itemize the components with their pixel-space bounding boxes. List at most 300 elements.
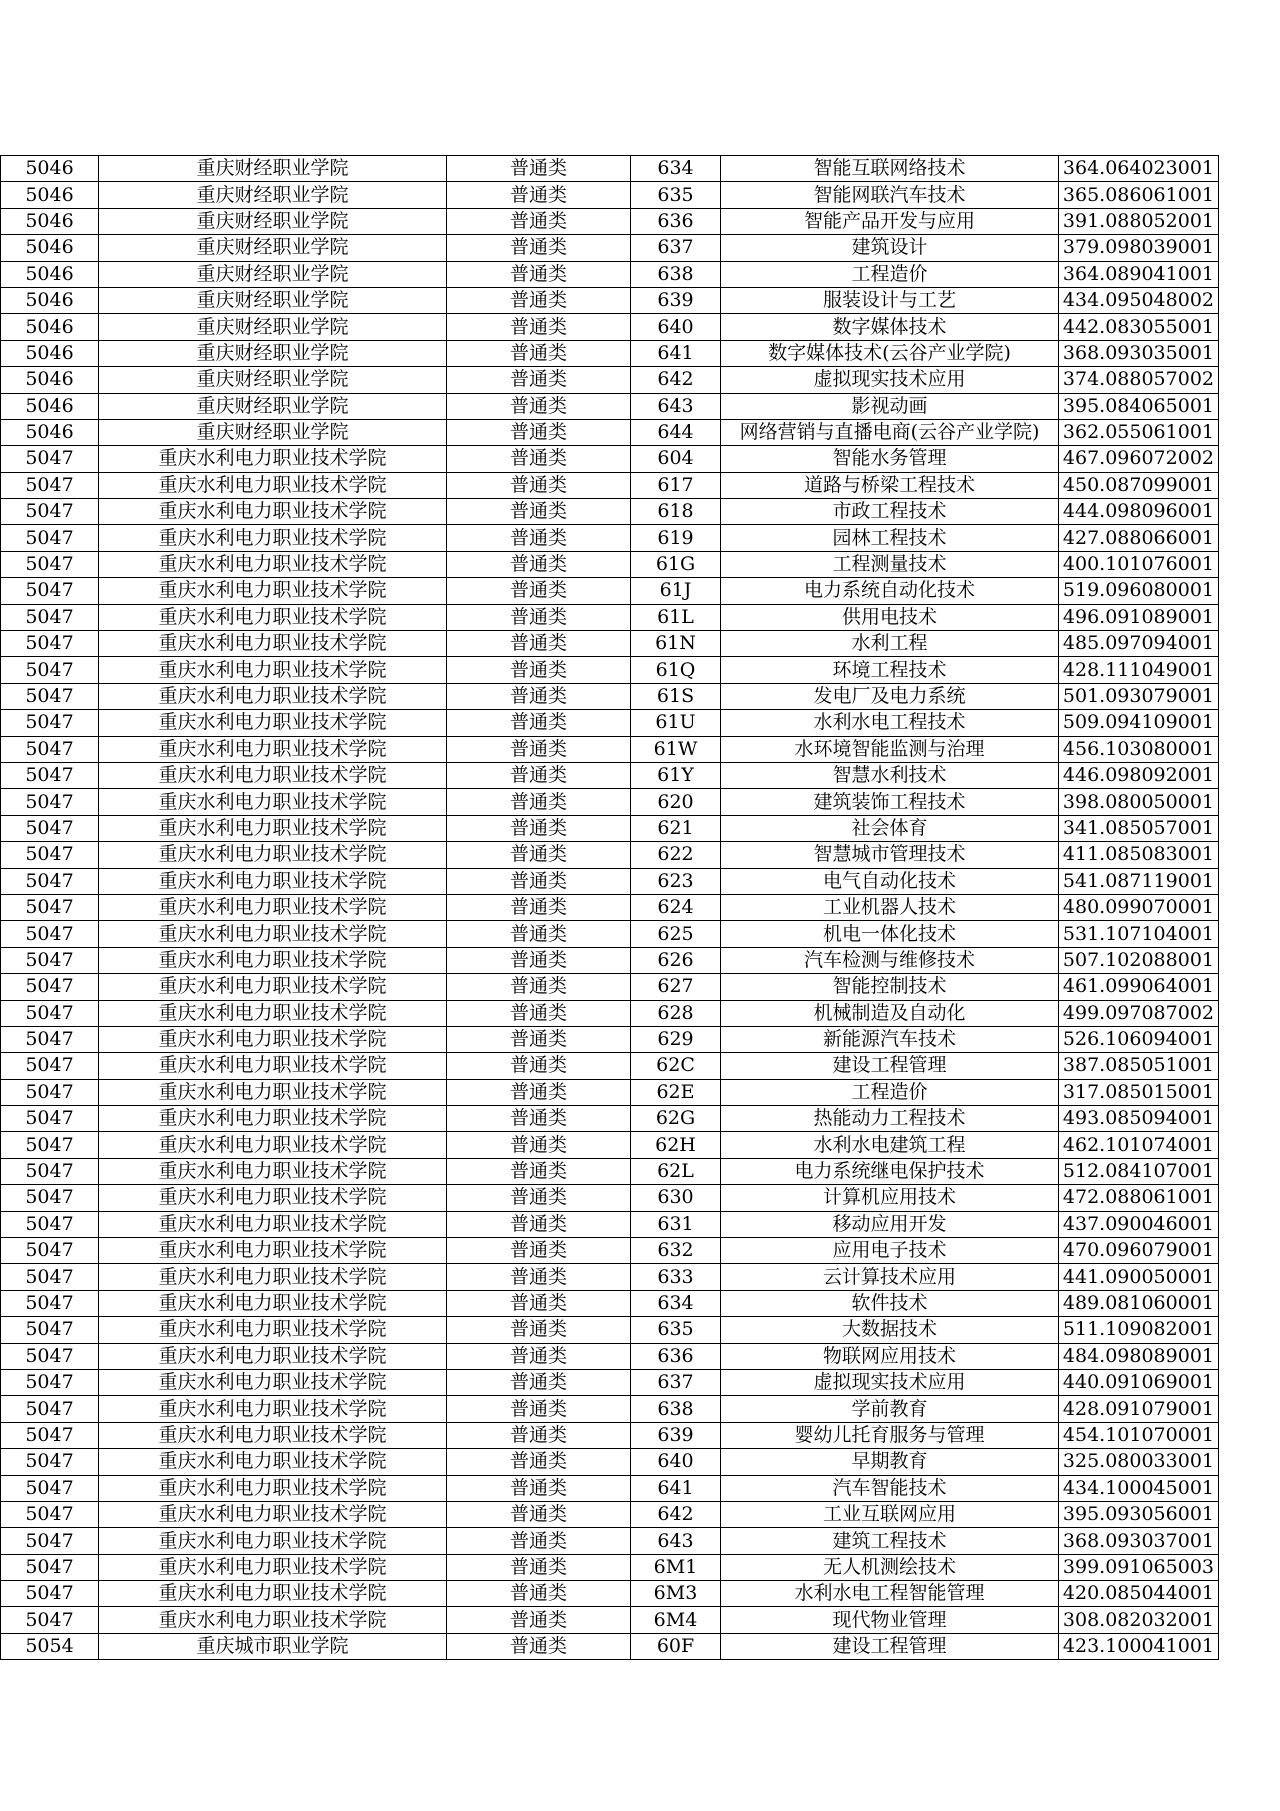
- score-cell: 427.088066001: [1059, 525, 1219, 551]
- score-cell: 444.098096001: [1059, 499, 1219, 525]
- table-row: [1, 1369, 1219, 1395]
- school-code-cell: 5047: [1, 1185, 99, 1211]
- school-name-cell: 重庆水利电力职业技术学院: [99, 1369, 447, 1395]
- school-code-cell: 5047: [1, 1290, 99, 1316]
- table-row: [1, 868, 1219, 894]
- major-code-cell: 641: [631, 1475, 721, 1501]
- table-row: [1, 1264, 1219, 1290]
- school-name-cell: 重庆财经职业学院: [99, 182, 447, 208]
- major-code-cell: 62H: [631, 1132, 721, 1158]
- major-name-cell: 云计算技术应用: [721, 1264, 1059, 1290]
- major-code-cell: 61L: [631, 604, 721, 630]
- score-cell: 485.097094001: [1059, 631, 1219, 657]
- score-cell: 325.080033001: [1059, 1449, 1219, 1475]
- score-cell: 420.085044001: [1059, 1581, 1219, 1607]
- school-name-cell: 重庆水利电力职业技术学院: [99, 525, 447, 551]
- major-name-cell: 水利水电建筑工程: [721, 1132, 1059, 1158]
- table-row: [1, 1501, 1219, 1527]
- table-row: [1, 578, 1219, 604]
- table-row: [1, 657, 1219, 683]
- category-cell: 普通类: [447, 1264, 631, 1290]
- category-cell: 普通类: [447, 472, 631, 498]
- score-cell: 341.085057001: [1059, 815, 1219, 841]
- category-cell: 普通类: [447, 1106, 631, 1132]
- school-name-cell: 重庆水利电力职业技术学院: [99, 1211, 447, 1237]
- table-row: [1, 367, 1219, 393]
- school-code-cell: 5054: [1, 1633, 99, 1659]
- score-cell: 511.109082001: [1059, 1317, 1219, 1343]
- category-cell: 普通类: [447, 1581, 631, 1607]
- category-cell: 普通类: [447, 578, 631, 604]
- category-cell: 普通类: [447, 1053, 631, 1079]
- category-cell: 普通类: [447, 314, 631, 340]
- major-code-cell: 630: [631, 1185, 721, 1211]
- table-body: [1, 156, 1219, 1660]
- school-code-cell: 5047: [1, 868, 99, 894]
- category-cell: 普通类: [447, 182, 631, 208]
- school-name-cell: 重庆水利电力职业技术学院: [99, 1238, 447, 1264]
- score-cell: 462.101074001: [1059, 1132, 1219, 1158]
- table-row: [1, 156, 1219, 182]
- score-cell: 480.099070001: [1059, 894, 1219, 920]
- category-cell: 普通类: [447, 1317, 631, 1343]
- major-code-cell: 6M1: [631, 1554, 721, 1580]
- category-cell: 普通类: [447, 789, 631, 815]
- score-cell: 428.091079001: [1059, 1396, 1219, 1422]
- school-name-cell: 重庆水利电力职业技术学院: [99, 974, 447, 1000]
- score-cell: 308.082032001: [1059, 1607, 1219, 1633]
- score-cell: 519.096080001: [1059, 578, 1219, 604]
- major-name-cell: 软件技术: [721, 1290, 1059, 1316]
- table-row: [1, 842, 1219, 868]
- school-code-cell: 5047: [1, 1079, 99, 1105]
- table-row: [1, 446, 1219, 472]
- table-row: [1, 419, 1219, 445]
- major-name-cell: 水利水电工程智能管理: [721, 1581, 1059, 1607]
- major-name-cell: 数字媒体技术: [721, 314, 1059, 340]
- school-name-cell: 重庆财经职业学院: [99, 367, 447, 393]
- category-cell: 普通类: [447, 947, 631, 973]
- school-name-cell: 重庆水利电力职业技术学院: [99, 446, 447, 472]
- school-code-cell: 5047: [1, 710, 99, 736]
- school-name-cell: 重庆水利电力职业技术学院: [99, 1343, 447, 1369]
- school-code-cell: 5047: [1, 631, 99, 657]
- major-name-cell: 虚拟现实技术应用: [721, 367, 1059, 393]
- school-code-cell: 5047: [1, 1581, 99, 1607]
- school-code-cell: 5047: [1, 762, 99, 788]
- table-row: [1, 921, 1219, 947]
- school-name-cell: 重庆水利电力职业技术学院: [99, 1317, 447, 1343]
- score-cell: 437.090046001: [1059, 1211, 1219, 1237]
- school-code-cell: 5046: [1, 182, 99, 208]
- table-row: [1, 1554, 1219, 1580]
- major-code-cell: 624: [631, 894, 721, 920]
- score-cell: 499.097087002: [1059, 1000, 1219, 1026]
- category-cell: 普通类: [447, 1343, 631, 1369]
- major-name-cell: 无人机测绘技术: [721, 1554, 1059, 1580]
- table-row: [1, 789, 1219, 815]
- school-code-cell: 5046: [1, 208, 99, 234]
- major-name-cell: 物联网应用技术: [721, 1343, 1059, 1369]
- major-name-cell: 机电一体化技术: [721, 921, 1059, 947]
- major-name-cell: 建设工程管理: [721, 1633, 1059, 1659]
- category-cell: 普通类: [447, 762, 631, 788]
- table-row: [1, 683, 1219, 709]
- school-name-cell: 重庆水利电力职业技术学院: [99, 1528, 447, 1554]
- school-code-cell: 5047: [1, 1317, 99, 1343]
- major-name-cell: 网络营销与直播电商(云谷产业学院): [721, 419, 1059, 445]
- major-name-cell: 智能产品开发与应用: [721, 208, 1059, 234]
- major-name-cell: 电力系统自动化技术: [721, 578, 1059, 604]
- major-code-cell: 642: [631, 367, 721, 393]
- major-code-cell: 60F: [631, 1633, 721, 1659]
- school-code-cell: 5047: [1, 472, 99, 498]
- table-row: [1, 974, 1219, 1000]
- category-cell: 普通类: [447, 604, 631, 630]
- table-row: [1, 499, 1219, 525]
- category-cell: 普通类: [447, 261, 631, 287]
- table-row: [1, 261, 1219, 287]
- major-code-cell: 626: [631, 947, 721, 973]
- major-name-cell: 智能水务管理: [721, 446, 1059, 472]
- score-cell: 509.094109001: [1059, 710, 1219, 736]
- category-cell: 普通类: [447, 1079, 631, 1105]
- school-code-cell: 5047: [1, 894, 99, 920]
- school-name-cell: 重庆财经职业学院: [99, 156, 447, 182]
- school-name-cell: 重庆财经职业学院: [99, 419, 447, 445]
- table-row: [1, 393, 1219, 419]
- table-row: [1, 1317, 1219, 1343]
- major-code-cell: 637: [631, 235, 721, 261]
- school-code-cell: 5047: [1, 1000, 99, 1026]
- major-name-cell: 计算机应用技术: [721, 1185, 1059, 1211]
- table-row: [1, 525, 1219, 551]
- major-code-cell: 641: [631, 340, 721, 366]
- school-name-cell: 重庆水利电力职业技术学院: [99, 868, 447, 894]
- category-cell: 普通类: [447, 1185, 631, 1211]
- category-cell: 普通类: [447, 367, 631, 393]
- table-row: [1, 1158, 1219, 1184]
- score-cell: 391.088052001: [1059, 208, 1219, 234]
- major-name-cell: 智慧水利技术: [721, 762, 1059, 788]
- score-cell: 400.101076001: [1059, 551, 1219, 577]
- category-cell: 普通类: [447, 1422, 631, 1448]
- school-name-cell: 重庆水利电力职业技术学院: [99, 1554, 447, 1580]
- table-row: [1, 736, 1219, 762]
- school-code-cell: 5047: [1, 1422, 99, 1448]
- school-name-cell: 重庆水利电力职业技术学院: [99, 1106, 447, 1132]
- school-code-cell: 5047: [1, 1132, 99, 1158]
- category-cell: 普通类: [447, 736, 631, 762]
- major-code-cell: 635: [631, 182, 721, 208]
- school-code-cell: 5047: [1, 815, 99, 841]
- school-code-cell: 5046: [1, 156, 99, 182]
- school-code-cell: 5047: [1, 1211, 99, 1237]
- table-row: [1, 287, 1219, 313]
- school-name-cell: 重庆水利电力职业技术学院: [99, 1607, 447, 1633]
- category-cell: 普通类: [447, 1396, 631, 1422]
- school-name-cell: 重庆财经职业学院: [99, 261, 447, 287]
- school-code-cell: 5047: [1, 1106, 99, 1132]
- score-cell: 456.103080001: [1059, 736, 1219, 762]
- major-name-cell: 应用电子技术: [721, 1238, 1059, 1264]
- category-cell: 普通类: [447, 894, 631, 920]
- major-code-cell: 617: [631, 472, 721, 498]
- major-name-cell: 电力系统继电保护技术: [721, 1158, 1059, 1184]
- school-code-cell: 5046: [1, 314, 99, 340]
- category-cell: 普通类: [447, 815, 631, 841]
- school-name-cell: 重庆城市职业学院: [99, 1633, 447, 1659]
- score-cell: 364.089041001: [1059, 261, 1219, 287]
- school-name-cell: 重庆水利电力职业技术学院: [99, 894, 447, 920]
- school-code-cell: 5047: [1, 1501, 99, 1527]
- category-cell: 普通类: [447, 1026, 631, 1052]
- major-name-cell: 电气自动化技术: [721, 868, 1059, 894]
- score-cell: 368.093037001: [1059, 1528, 1219, 1554]
- score-cell: 454.101070001: [1059, 1422, 1219, 1448]
- school-name-cell: 重庆水利电力职业技术学院: [99, 1396, 447, 1422]
- major-code-cell: 643: [631, 393, 721, 419]
- table-row: [1, 1449, 1219, 1475]
- score-cell: 484.098089001: [1059, 1343, 1219, 1369]
- category-cell: 普通类: [447, 1132, 631, 1158]
- major-code-cell: 643: [631, 1528, 721, 1554]
- category-cell: 普通类: [447, 657, 631, 683]
- school-code-cell: 5046: [1, 367, 99, 393]
- school-code-cell: 5047: [1, 446, 99, 472]
- school-code-cell: 5047: [1, 1343, 99, 1369]
- major-name-cell: 学前教育: [721, 1396, 1059, 1422]
- score-cell: 387.085051001: [1059, 1053, 1219, 1079]
- table-row: [1, 1132, 1219, 1158]
- table-row: [1, 551, 1219, 577]
- table-row: [1, 314, 1219, 340]
- category-cell: 普通类: [447, 1158, 631, 1184]
- school-code-cell: 5047: [1, 578, 99, 604]
- major-code-cell: 638: [631, 261, 721, 287]
- major-code-cell: 633: [631, 1264, 721, 1290]
- major-name-cell: 水利工程: [721, 631, 1059, 657]
- score-cell: 440.091069001: [1059, 1369, 1219, 1395]
- major-name-cell: 环境工程技术: [721, 657, 1059, 683]
- category-cell: 普通类: [447, 1554, 631, 1580]
- major-code-cell: 618: [631, 499, 721, 525]
- category-cell: 普通类: [447, 156, 631, 182]
- school-code-cell: 5047: [1, 921, 99, 947]
- school-code-cell: 5047: [1, 1475, 99, 1501]
- table-row: [1, 894, 1219, 920]
- school-name-cell: 重庆水利电力职业技术学院: [99, 842, 447, 868]
- school-name-cell: 重庆水利电力职业技术学院: [99, 1501, 447, 1527]
- school-code-cell: 5046: [1, 419, 99, 445]
- table-row: [1, 815, 1219, 841]
- major-code-cell: 635: [631, 1317, 721, 1343]
- table-row: [1, 1343, 1219, 1369]
- school-name-cell: 重庆水利电力职业技术学院: [99, 499, 447, 525]
- school-code-cell: 5047: [1, 683, 99, 709]
- major-code-cell: 61J: [631, 578, 721, 604]
- school-code-cell: 5047: [1, 525, 99, 551]
- major-name-cell: 建筑设计: [721, 235, 1059, 261]
- major-code-cell: 639: [631, 287, 721, 313]
- school-name-cell: 重庆水利电力职业技术学院: [99, 815, 447, 841]
- school-code-cell: 5047: [1, 551, 99, 577]
- category-cell: 普通类: [447, 1449, 631, 1475]
- table-row: [1, 1211, 1219, 1237]
- school-code-cell: 5047: [1, 1053, 99, 1079]
- major-code-cell: 6M4: [631, 1607, 721, 1633]
- category-cell: 普通类: [447, 446, 631, 472]
- school-name-cell: 重庆水利电力职业技术学院: [99, 472, 447, 498]
- category-cell: 普通类: [447, 551, 631, 577]
- table-row: [1, 1396, 1219, 1422]
- major-name-cell: 大数据技术: [721, 1317, 1059, 1343]
- major-code-cell: 62E: [631, 1079, 721, 1105]
- major-name-cell: 工程造价: [721, 261, 1059, 287]
- major-name-cell: 水利水电工程技术: [721, 710, 1059, 736]
- category-cell: 普通类: [447, 419, 631, 445]
- school-code-cell: 5046: [1, 235, 99, 261]
- category-cell: 普通类: [447, 631, 631, 657]
- major-code-cell: 634: [631, 1290, 721, 1316]
- school-name-cell: 重庆水利电力职业技术学院: [99, 1581, 447, 1607]
- major-name-cell: 数字媒体技术(云谷产业学院): [721, 340, 1059, 366]
- school-name-cell: 重庆财经职业学院: [99, 287, 447, 313]
- school-name-cell: 重庆水利电力职业技术学院: [99, 1132, 447, 1158]
- score-cell: 434.095048002: [1059, 287, 1219, 313]
- category-cell: 普通类: [447, 340, 631, 366]
- school-name-cell: 重庆水利电力职业技术学院: [99, 1475, 447, 1501]
- score-cell: 541.087119001: [1059, 868, 1219, 894]
- score-cell: 470.096079001: [1059, 1238, 1219, 1264]
- major-name-cell: 影视动画: [721, 393, 1059, 419]
- school-code-cell: 5047: [1, 1449, 99, 1475]
- table-row: [1, 1607, 1219, 1633]
- major-code-cell: 61Q: [631, 657, 721, 683]
- score-cell: 411.085083001: [1059, 842, 1219, 868]
- table-row: [1, 340, 1219, 366]
- category-cell: 普通类: [447, 1211, 631, 1237]
- school-name-cell: 重庆水利电力职业技术学院: [99, 736, 447, 762]
- school-code-cell: 5046: [1, 393, 99, 419]
- score-cell: 531.107104001: [1059, 921, 1219, 947]
- school-code-cell: 5046: [1, 287, 99, 313]
- category-cell: 普通类: [447, 1000, 631, 1026]
- major-code-cell: 642: [631, 1501, 721, 1527]
- score-cell: 512.084107001: [1059, 1158, 1219, 1184]
- school-name-cell: 重庆水利电力职业技术学院: [99, 604, 447, 630]
- score-cell: 428.111049001: [1059, 657, 1219, 683]
- school-name-cell: 重庆水利电力职业技术学院: [99, 762, 447, 788]
- school-name-cell: 重庆水利电力职业技术学院: [99, 631, 447, 657]
- major-code-cell: 61N: [631, 631, 721, 657]
- major-name-cell: 热能动力工程技术: [721, 1106, 1059, 1132]
- major-code-cell: 62C: [631, 1053, 721, 1079]
- school-code-cell: 5047: [1, 974, 99, 1000]
- major-code-cell: 639: [631, 1422, 721, 1448]
- score-cell: 526.106094001: [1059, 1026, 1219, 1052]
- table-row: [1, 1106, 1219, 1132]
- major-code-cell: 632: [631, 1238, 721, 1264]
- major-name-cell: 建设工程管理: [721, 1053, 1059, 1079]
- major-name-cell: 婴幼儿托育服务与管理: [721, 1422, 1059, 1448]
- school-code-cell: 5047: [1, 1369, 99, 1395]
- major-code-cell: 62L: [631, 1158, 721, 1184]
- table-row: [1, 1238, 1219, 1264]
- major-name-cell: 智能网联汽车技术: [721, 182, 1059, 208]
- major-name-cell: 园林工程技术: [721, 525, 1059, 551]
- table-row: [1, 947, 1219, 973]
- score-table: [0, 155, 1219, 1660]
- major-code-cell: 628: [631, 1000, 721, 1026]
- major-code-cell: 638: [631, 1396, 721, 1422]
- school-name-cell: 重庆水利电力职业技术学院: [99, 1264, 447, 1290]
- score-cell: 317.085015001: [1059, 1079, 1219, 1105]
- score-cell: 374.088057002: [1059, 367, 1219, 393]
- table-row: [1, 604, 1219, 630]
- school-code-cell: 5046: [1, 261, 99, 287]
- score-cell: 379.098039001: [1059, 235, 1219, 261]
- school-code-cell: 5047: [1, 1528, 99, 1554]
- major-name-cell: 道路与桥梁工程技术: [721, 472, 1059, 498]
- category-cell: 普通类: [447, 1290, 631, 1316]
- table-row: [1, 182, 1219, 208]
- table-row: [1, 1000, 1219, 1026]
- category-cell: 普通类: [447, 525, 631, 551]
- major-name-cell: 工业互联网应用: [721, 1501, 1059, 1527]
- major-name-cell: 建筑工程技术: [721, 1528, 1059, 1554]
- score-cell: 442.083055001: [1059, 314, 1219, 340]
- table-row: [1, 1528, 1219, 1554]
- major-name-cell: 虚拟现实技术应用: [721, 1369, 1059, 1395]
- score-cell: 434.100045001: [1059, 1475, 1219, 1501]
- school-code-cell: 5047: [1, 736, 99, 762]
- school-name-cell: 重庆水利电力职业技术学院: [99, 1026, 447, 1052]
- category-cell: 普通类: [447, 287, 631, 313]
- major-code-cell: 640: [631, 314, 721, 340]
- category-cell: 普通类: [447, 1633, 631, 1659]
- school-name-cell: 重庆财经职业学院: [99, 393, 447, 419]
- school-name-cell: 重庆财经职业学院: [99, 340, 447, 366]
- major-code-cell: 620: [631, 789, 721, 815]
- school-name-cell: 重庆水利电力职业技术学院: [99, 1158, 447, 1184]
- table-row: [1, 631, 1219, 657]
- category-cell: 普通类: [447, 1607, 631, 1633]
- score-cell: 398.080050001: [1059, 789, 1219, 815]
- major-name-cell: 早期教育: [721, 1449, 1059, 1475]
- category-cell: 普通类: [447, 921, 631, 947]
- school-code-cell: 5047: [1, 657, 99, 683]
- major-name-cell: 工业机器人技术: [721, 894, 1059, 920]
- major-name-cell: 社会体育: [721, 815, 1059, 841]
- school-code-cell: 5047: [1, 1238, 99, 1264]
- major-code-cell: 625: [631, 921, 721, 947]
- school-code-cell: 5047: [1, 1026, 99, 1052]
- major-code-cell: 629: [631, 1026, 721, 1052]
- school-name-cell: 重庆水利电力职业技术学院: [99, 551, 447, 577]
- category-cell: 普通类: [447, 235, 631, 261]
- major-code-cell: 622: [631, 842, 721, 868]
- category-cell: 普通类: [447, 683, 631, 709]
- school-code-cell: 5047: [1, 947, 99, 973]
- score-cell: 362.055061001: [1059, 419, 1219, 445]
- table-row: [1, 1290, 1219, 1316]
- score-cell: 399.091065003: [1059, 1554, 1219, 1580]
- major-code-cell: 636: [631, 208, 721, 234]
- score-cell: 395.093056001: [1059, 1501, 1219, 1527]
- major-code-cell: 61G: [631, 551, 721, 577]
- category-cell: 普通类: [447, 208, 631, 234]
